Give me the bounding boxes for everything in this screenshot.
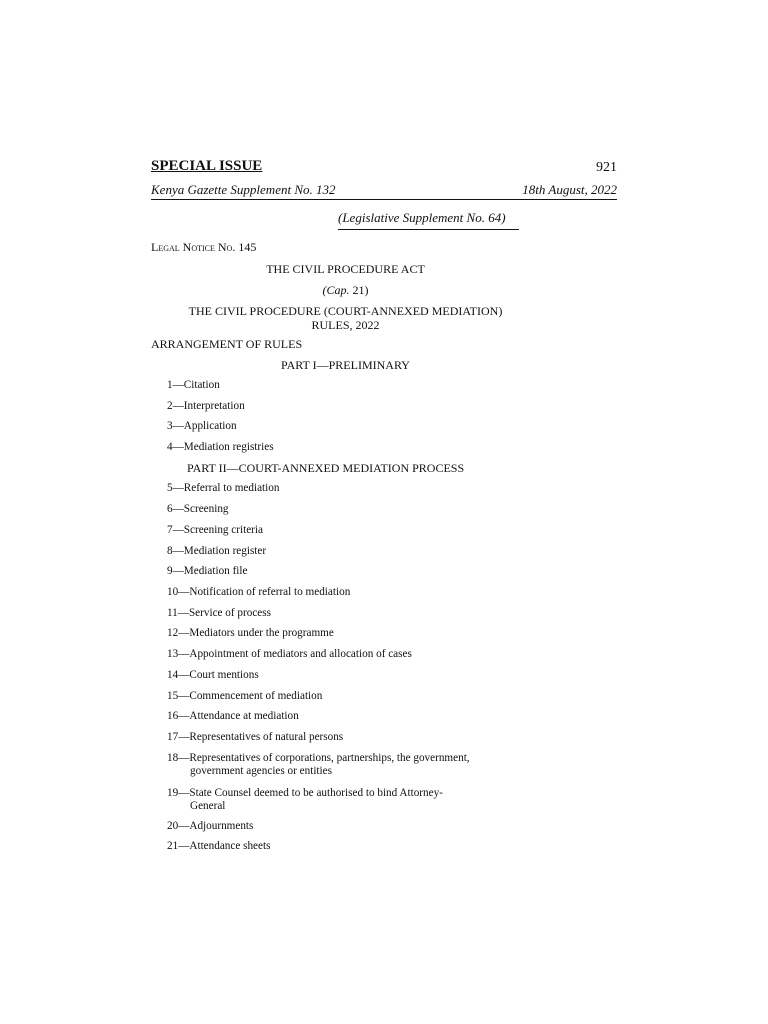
list-item: 4—Mediation registries [167,441,274,453]
legislative-supplement: (Legislative Supplement No. 64) [338,210,506,225]
special-issue-heading: SPECIAL ISSUE [151,158,263,174]
legislative-rule [338,229,519,230]
chapter-ref [151,283,540,298]
act-title: THE CIVIL PROCEDURE ACT [266,262,425,276]
part-one-heading: PART I—PRELIMINARY [281,358,410,372]
cap-number: 21) [352,283,369,297]
list-item: 11—Service of process [167,607,271,619]
rules-title-line1: THE CIVIL PROCEDURE (COURT-ANNEXED MEDIATION) [188,304,503,318]
list-item: 3—Application [167,420,237,432]
list-item: 19—State Counsel deemed to be authorised to bind Attorney- General [167,787,443,812]
rules-title-line2: RULES, 2022 [311,318,380,332]
list-item: 13—Appointment of mediators and allocation of cases [167,648,412,660]
list-item: 14—Court mentions [167,669,259,681]
part-two-heading: PART II—COURT-ANNEXED MEDIATION PROCESS [187,461,465,475]
list-item: 1—Citation [167,379,220,391]
rules-title [151,304,540,332]
list-item: 20—Adjournments [167,820,254,832]
page-number: 921 [596,160,617,175]
list-item: 10—Notification of referral to mediation [167,586,351,598]
list-item: 17—Representatives of natural persons [167,731,344,743]
cap-label: (Cap. [322,283,350,297]
issue-date: 18th August, 2022 [522,182,617,197]
list-item: 12—Mediators under the programme [167,627,334,639]
legal-notice-number: 145 [238,240,257,254]
legal-notice [151,240,256,255]
list-item: 18—Representatives of corporations, partnerships, the government, government agencies or entities [167,752,470,777]
supplement-title: Kenya Gazette Supplement No. 132 [151,182,336,197]
legal-notice-label: Legal Notice No. [151,240,236,254]
list-item: 6—Screening [167,503,229,515]
list-item: 9—Mediation file [167,565,248,577]
list-item: 8—Mediation register [167,545,267,557]
list-item: 7—Screening criteria [167,524,263,536]
list-item: 5—Referral to mediation [167,482,280,494]
list-item: 2—Interpretation [167,400,245,412]
arrangement-heading: ARRANGEMENT OF RULES [151,337,303,351]
list-item: 15—Commencement of mediation [167,690,323,702]
list-item: 21—Attendance sheets [167,840,271,852]
header-rule [151,199,617,200]
list-item: 16—Attendance at mediation [167,710,299,722]
